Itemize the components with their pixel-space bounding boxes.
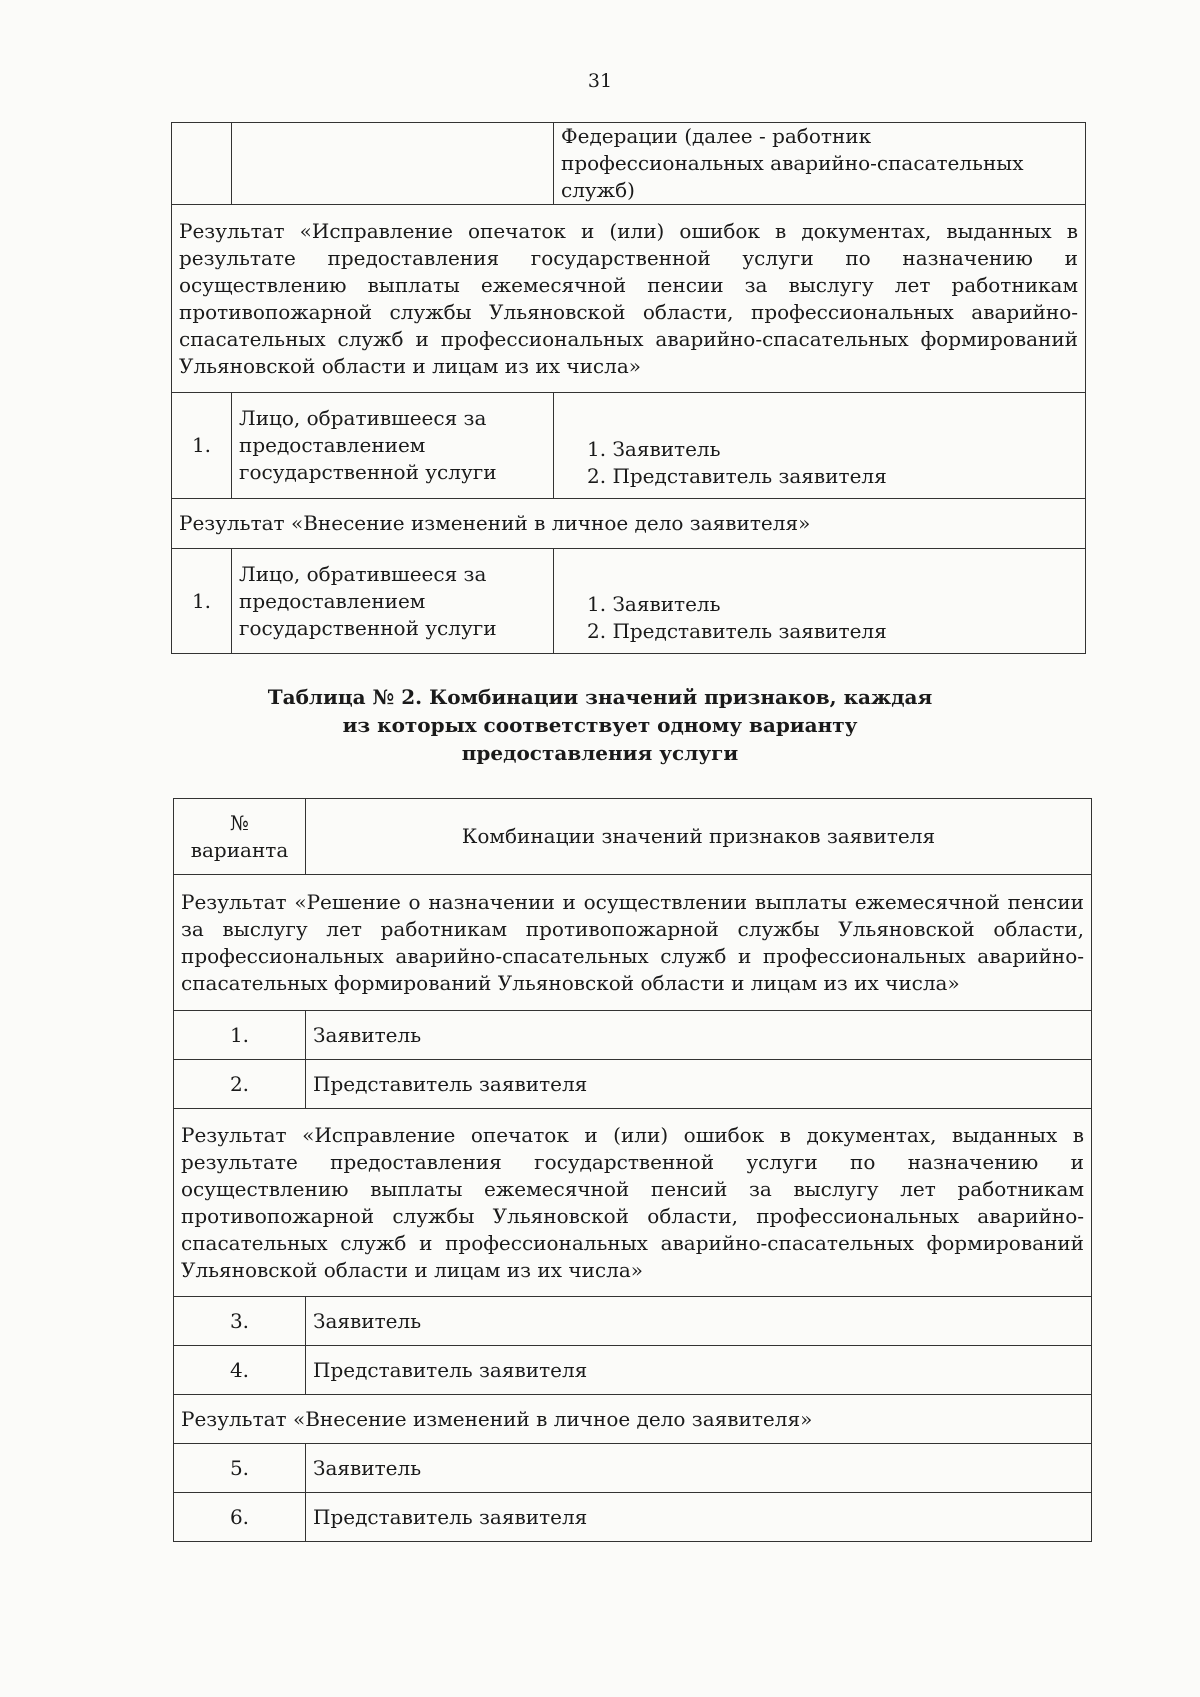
table-caption [0, 683, 1200, 767]
result-row [172, 499, 1086, 549]
table-row [174, 1011, 1092, 1060]
table-cell [172, 123, 232, 205]
table-row [174, 1346, 1092, 1395]
value-item: 2. Представитель заявителя [587, 619, 887, 643]
result-heading: Результат «Решение о назначении и осуществлении выплаты ежемесячной пенсии за выслугу лет работникам противопожарной службы Ульяновской области, профессиональных аварийно-спасательных служб и профессиональных аварийно-спасательных формирований Ульяновской области и лицам из их числа» [174, 875, 1092, 1011]
result-heading: Результат «Исправление опечаток и (или) ошибок в документах, выданных в результате предоставления государственной услуги по назначению и осуществлению выплаты ежемесячной пенсии за выслугу лет работникам противопожарной службы Ульяновской области, профессиональных аварийно-спасательных служб и профессиональных аварийно-спасательных формирований Ульяновской области и лицам из их числа» [172, 205, 1086, 393]
value-item: 1. Заявитель [587, 592, 721, 616]
table-row [172, 549, 1086, 654]
variant-number: 3. [174, 1297, 306, 1346]
value-item: 2. Представитель заявителя [587, 464, 887, 488]
result-row [174, 1109, 1092, 1297]
variant-number: 1. [174, 1011, 306, 1060]
table-row [172, 123, 1086, 205]
table-row [172, 393, 1086, 499]
value-item: 1. Заявитель [587, 437, 721, 461]
variant-number: 6. [174, 1493, 306, 1542]
row-number: 1. [172, 549, 232, 654]
table-row [174, 1444, 1092, 1493]
values-cell [554, 393, 1086, 499]
result-heading: Результат «Внесение изменений в личное дело заявителя» [172, 499, 1086, 549]
table-row [174, 1060, 1092, 1109]
result-row [174, 1395, 1092, 1444]
caption-line: предоставления услуги [461, 741, 739, 765]
page-number: 31 [587, 70, 613, 92]
variant-text: Представитель заявителя [306, 1493, 1092, 1542]
table-row [174, 1297, 1092, 1346]
variant-text: Представитель заявителя [306, 1346, 1092, 1395]
criteria-table-continued [171, 122, 1086, 654]
header-variant-number: № варианта [174, 799, 306, 875]
caption-line: Таблица № 2. Комбинации значений признаков, каждая [267, 685, 933, 709]
variant-text: Заявитель [306, 1444, 1092, 1493]
criterion-cell: Лицо, обратившееся за предоставлением государственной услуги [232, 393, 554, 499]
result-row [172, 205, 1086, 393]
variant-text: Заявитель [306, 1011, 1092, 1060]
caption-line: из которых соответствует одному варианту [342, 713, 858, 737]
result-heading: Результат «Исправление опечаток и (или) ошибок в документах, выданных в результате предоставления государственной услуги по назначению и осуществлению выплаты ежемесячной пенсий за выслугу лет работникам противопожарной службы Ульяновской области, профессиональных аварийно-спасательных служб и профессиональных аварийно-спасательных формирований Ульяновской области и лицам из их числа» [174, 1109, 1092, 1297]
criterion-cell: Лицо, обратившееся за предоставлением государственной услуги [232, 549, 554, 654]
variants-table [173, 798, 1092, 1542]
variant-number: 4. [174, 1346, 306, 1395]
table-cell [232, 123, 554, 205]
header-row [174, 799, 1092, 875]
variant-text: Заявитель [306, 1297, 1092, 1346]
values-cell [554, 549, 1086, 654]
table-row [174, 1493, 1092, 1542]
header-combinations: Комбинации значений признаков заявителя [306, 799, 1092, 875]
variant-text: Представитель заявителя [306, 1060, 1092, 1109]
result-row [174, 875, 1092, 1011]
variant-number: 2. [174, 1060, 306, 1109]
row-number: 1. [172, 393, 232, 499]
continuation-cell: Федерации (далее - работник профессиональных аварийно-спасательных служб) [554, 123, 1086, 205]
variant-number: 5. [174, 1444, 306, 1493]
result-heading: Результат «Внесение изменений в личное дело заявителя» [174, 1395, 1092, 1444]
